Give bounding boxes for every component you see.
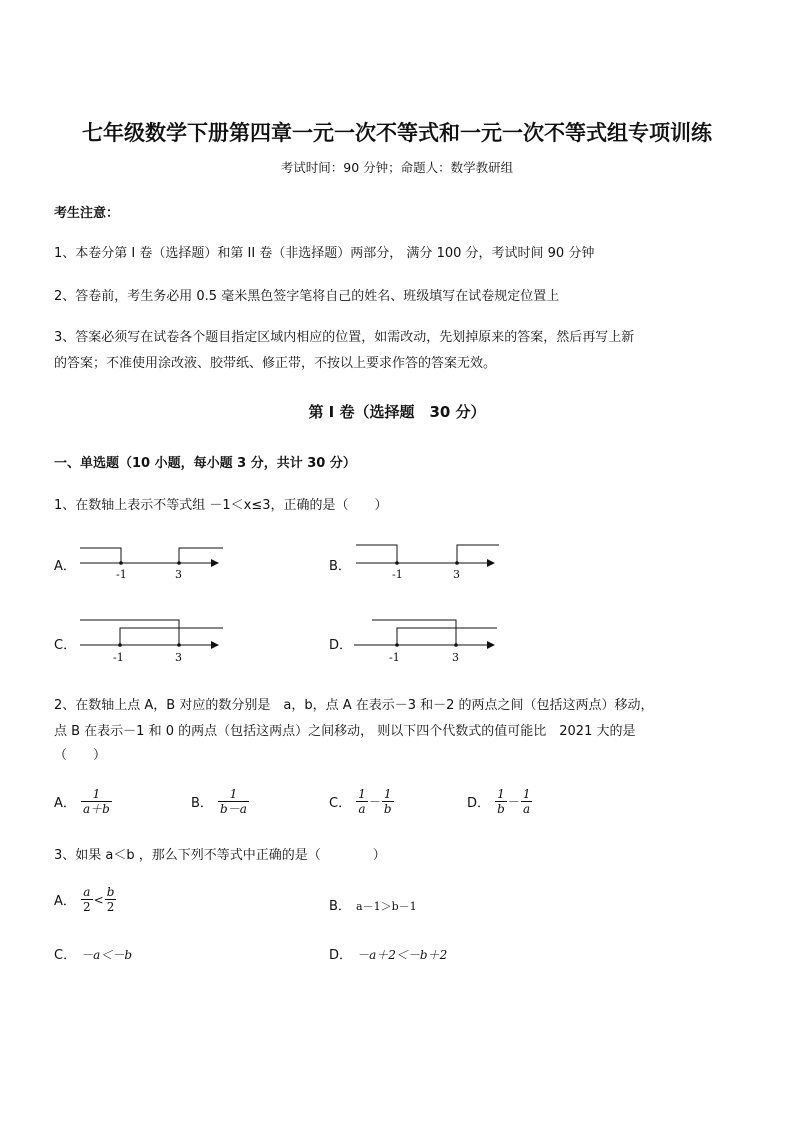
section-heading: 一、单选题（10 小题，每小题 3 分，共计 30 分）	[54, 456, 356, 471]
q2-option-b-fraction	[218, 787, 249, 816]
arrow-head	[487, 641, 495, 649]
q2-option-b-label: B．	[191, 796, 213, 811]
point-minus-1	[118, 643, 122, 647]
tick-label-minus-1: -1	[392, 568, 403, 581]
denominator: b	[497, 802, 505, 816]
q3-option-d[interactable]	[329, 944, 447, 963]
point-3	[177, 561, 181, 565]
notice-item-1: 1、本卷分第 I 卷（选择题）和第 II 卷（非选择题）两部分， 满分 100 分，考试时间 90 分钟	[54, 246, 595, 261]
numerator: 1	[383, 787, 392, 801]
q2-stem-line2: 点 B 在表示－1 和 0 的两点（包括这两点）之间移动， 则以下四个代数式的值可能比 2021 大的是	[54, 724, 636, 739]
numerator: 1	[522, 787, 531, 801]
numerator: b	[106, 885, 115, 899]
minus-sign: －	[368, 795, 381, 809]
q1-stem: 1、在数轴上表示不等式组 －1＜x≤3，正确的是（ ）	[54, 498, 388, 513]
less-than-sign: <	[93, 892, 104, 907]
q2-option-c-fraction-1	[356, 787, 368, 816]
q2-option-d-fraction-1	[495, 787, 507, 816]
q2-option-d[interactable]	[467, 787, 532, 816]
q2-option-a-label: A．	[54, 796, 76, 811]
ray-right	[120, 628, 223, 645]
denominator: b－a	[220, 802, 247, 816]
ray-left	[372, 620, 456, 645]
q3-option-c-expression: －a＜－b	[81, 948, 133, 962]
point-3	[455, 561, 459, 565]
q3-option-a[interactable]	[54, 885, 116, 914]
denominator: b	[383, 802, 392, 816]
notice-heading: 考生注意：	[54, 206, 120, 221]
part1-heading: 第 I 卷（选择题 30 分）	[308, 403, 486, 421]
q3-option-b[interactable]	[329, 895, 417, 914]
point-minus-1	[119, 561, 123, 565]
point-minus-1	[395, 561, 399, 565]
q2-option-d-label: D．	[467, 796, 491, 811]
q3-option-d-expression: －a＋2＜－b＋2	[357, 948, 448, 962]
q1-option-d-numberline	[352, 612, 502, 667]
notice-item-3: 3、答案必须写在试卷各个题目指定区域内相应的位置，如需改动，先划掉原来的答案，然后再写上新	[54, 330, 635, 345]
q2-option-c-label: C．	[329, 796, 352, 811]
denominator: 2	[105, 899, 117, 914]
q1-option-b-numberline	[354, 540, 504, 585]
tick-label-minus-1: -1	[389, 651, 400, 664]
denominator: 2	[83, 900, 91, 914]
q3-option-a-fraction-1	[81, 885, 93, 914]
q2-stem-line1: 2、在数轴上点 A，B 对应的数分别是 a，b，点 A 在表示－3 和－2 的两点之间（包括这两点）移动，	[54, 698, 654, 713]
ray-left	[80, 548, 121, 563]
q1-option-a-numberline	[78, 540, 228, 585]
tick-label-minus-1: -1	[113, 651, 124, 664]
denominator: a	[356, 801, 368, 816]
q1-option-a-label[interactable]: A．	[54, 559, 76, 574]
exam-info: 考试时间：90 分钟；命题人：数学教研组	[280, 160, 514, 175]
point-3	[454, 643, 458, 647]
arrow-head	[487, 559, 495, 567]
point-3	[177, 643, 181, 647]
q2-option-b[interactable]	[191, 787, 249, 816]
q2-stem-line3: （ ）	[54, 748, 107, 763]
q2-option-d-fraction-2	[521, 787, 533, 816]
q1-option-c-label[interactable]: C．	[54, 638, 77, 653]
tick-label-3: 3	[175, 568, 182, 581]
numerator: 1	[92, 787, 101, 801]
numerator: 1	[497, 787, 505, 801]
ray-right	[179, 548, 223, 563]
q2-option-c[interactable]	[329, 787, 394, 816]
page-title: 七年级数学下册第四章一元一次不等式和一元一次不等式组专项训练	[82, 120, 712, 145]
minus-sign: －	[507, 795, 520, 809]
ray-left	[356, 545, 397, 563]
tick-label-minus-1: -1	[116, 568, 127, 581]
q3-option-d-label: D．	[329, 948, 353, 963]
numerator: a	[83, 885, 91, 899]
q3-option-b-expression: a－1＞b－1	[356, 900, 417, 913]
tick-label-3: 3	[453, 568, 460, 581]
q2-option-c-fraction-2	[382, 787, 394, 816]
tick-label-3: 3	[175, 651, 182, 664]
q3-option-b-label: B．	[329, 899, 351, 914]
q2-option-a[interactable]	[54, 787, 112, 816]
q1-option-b-label[interactable]: B．	[329, 559, 351, 574]
q3-option-c[interactable]	[54, 944, 132, 963]
q3-option-a-label: A．	[54, 894, 76, 909]
q1-option-d-label[interactable]: D．	[329, 638, 353, 653]
arrow-head	[211, 641, 219, 649]
q3-option-c-label: C．	[54, 948, 77, 963]
ray-left	[80, 620, 179, 645]
denominator: a＋b	[83, 802, 110, 816]
q2-option-a-fraction	[81, 787, 112, 816]
numerator: 1	[229, 787, 238, 801]
notice-item-3-cont: 的答案；不准使用涂改液、胶带纸、修正带，不按以上要求作答的答案无效。	[54, 356, 497, 371]
denominator: a	[521, 801, 533, 816]
ray-right	[397, 628, 497, 645]
q1-option-c-numberline	[78, 612, 228, 667]
q3-stem: 3、如果 a＜b ，那么下列不等式中正确的是（ ）	[54, 848, 386, 863]
notice-item-2: 2、答卷前，考生务必用 0.5 毫米黑色签字笔将自己的姓名、班级填写在试卷规定位置上	[54, 289, 560, 304]
point-minus-1	[395, 643, 399, 647]
numerator: 1	[358, 787, 366, 801]
q3-option-a-fraction-2	[105, 885, 117, 914]
arrow-head	[211, 559, 219, 567]
ray-right	[457, 545, 499, 563]
tick-label-3: 3	[452, 651, 459, 664]
